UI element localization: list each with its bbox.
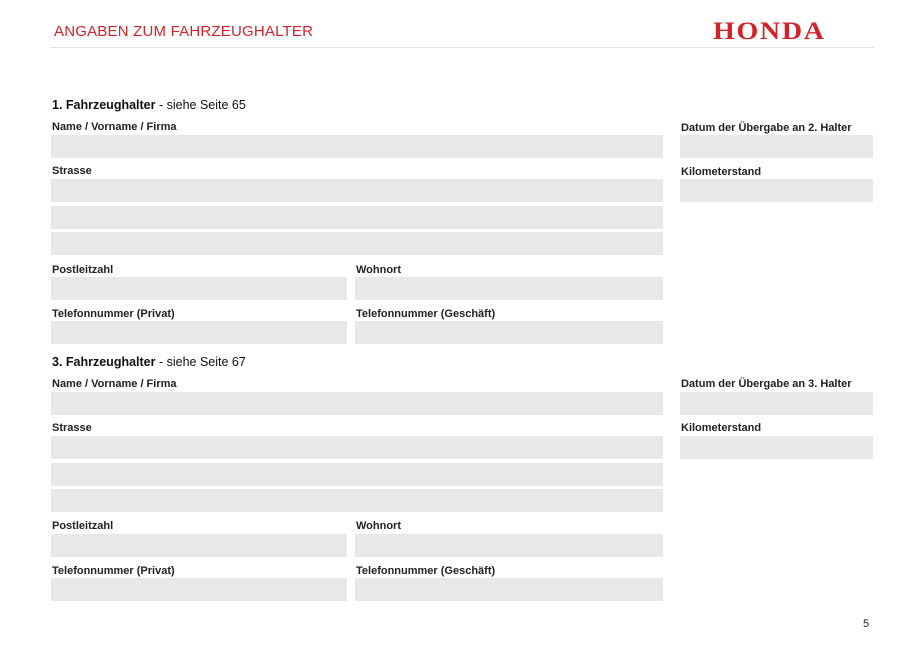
street-field-line-1[interactable]: [51, 179, 663, 202]
street-field-line-3[interactable]: [51, 489, 663, 512]
mileage-field[interactable]: [680, 436, 873, 459]
page-title: ANGABEN ZUM FAHRZEUGHALTER: [54, 23, 314, 40]
postcode-field[interactable]: [51, 277, 347, 300]
page-number: 5: [863, 618, 870, 630]
phone-private-label: Telefonnummer (Privat): [52, 565, 175, 577]
city-field[interactable]: [355, 277, 663, 300]
phone-private-field[interactable]: [51, 578, 347, 601]
name-label: Name / Vorname / Firma: [52, 378, 177, 390]
street-field-line-1[interactable]: [51, 436, 663, 459]
handover-date-label: Datum der Übergabe an 2. Halter: [681, 122, 852, 134]
phone-private-field[interactable]: [51, 321, 347, 344]
honda-logo: HONDA: [713, 18, 826, 45]
mileage-label: Kilometerstand: [681, 422, 762, 434]
section-heading-title: 1. Fahrzeughalter: [52, 98, 156, 112]
phone-business-label: Telefonnummer (Geschäft): [356, 565, 496, 577]
phone-business-label: Telefonnummer (Geschäft): [356, 308, 496, 320]
mileage-field[interactable]: [680, 179, 873, 202]
postcode-field[interactable]: [51, 534, 347, 557]
postcode-label: Postleitzahl: [52, 520, 114, 532]
street-field-line-2[interactable]: [51, 206, 663, 229]
street-field-line-2[interactable]: [51, 463, 663, 486]
phone-business-field[interactable]: [355, 578, 663, 601]
name-label: Name / Vorname / Firma: [52, 121, 177, 133]
street-field-line-3[interactable]: [51, 232, 663, 255]
section-heading-owner-1: [52, 98, 246, 112]
phone-private-label: Telefonnummer (Privat): [52, 308, 175, 320]
handover-date-field[interactable]: [680, 392, 873, 415]
street-label: Strasse: [52, 422, 92, 434]
section-heading-page-ref: - siehe Seite 65: [155, 98, 246, 112]
phone-business-field[interactable]: [355, 321, 663, 344]
handover-date-label: Datum der Übergabe an 3. Halter: [681, 378, 852, 390]
section-heading-title: 3. Fahrzeughalter: [52, 355, 156, 369]
city-label: Wohnort: [356, 520, 402, 532]
postcode-label: Postleitzahl: [52, 264, 114, 276]
header-divider: [50, 47, 874, 48]
handover-date-field[interactable]: [680, 135, 873, 158]
name-field[interactable]: [51, 135, 663, 158]
street-label: Strasse: [52, 165, 92, 177]
city-label: Wohnort: [356, 264, 402, 276]
name-field[interactable]: [51, 392, 663, 415]
section-heading-owner-3: [52, 355, 246, 369]
city-field[interactable]: [355, 534, 663, 557]
section-heading-page-ref: - siehe Seite 67: [155, 355, 246, 369]
mileage-label: Kilometerstand: [681, 166, 762, 178]
